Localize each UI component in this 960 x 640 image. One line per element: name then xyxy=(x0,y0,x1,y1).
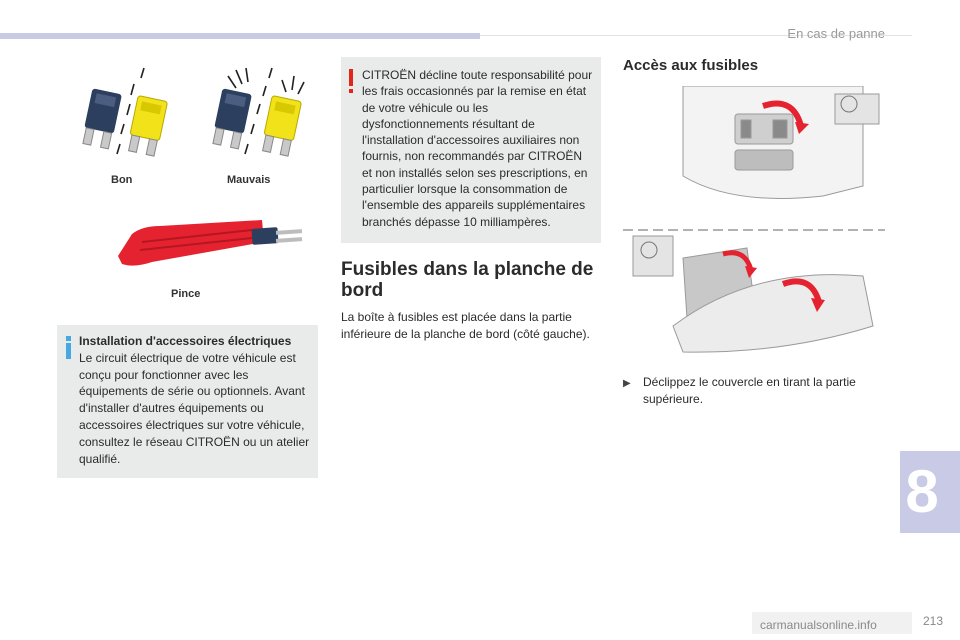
pincer-body xyxy=(118,220,264,266)
fuse-good-illustration xyxy=(78,62,178,162)
pincer-label: Pince xyxy=(171,288,201,300)
navy-fuse xyxy=(81,88,122,149)
warning-note-box xyxy=(341,57,601,243)
info-note-box xyxy=(57,325,318,478)
section-title: En cas de panne xyxy=(787,26,885,41)
pincer-fuse xyxy=(251,227,278,245)
page-number: 213 xyxy=(922,614,943,628)
fuse-good-label: Bon xyxy=(111,174,133,186)
dashboard-fuses-text: La boîte à fusibles est placée dans la partie inférieure de la planche de bord (côté gauche). xyxy=(341,310,590,341)
fuse-bad-illustration xyxy=(208,62,318,162)
fuse-access-heading: Accès aux fusibles xyxy=(623,57,759,74)
header-accent-bar xyxy=(0,33,480,39)
warning-note-text: CITROËN décline toute responsabilité pour les frais occasionnés par la remise en état de votre véhicule ou les dysfonctionnements résultant de l'installation d'accessoires auxiliaires non fournis, non recommandés par CITROËN et non installés selon ses prescriptions, en particulier lorsque la consommation de l'ensemble des appareils supplémentaires branchés dépasse 10 milliampères. xyxy=(362,68,593,229)
watermark-text: carmanualsonline.info xyxy=(760,618,877,632)
info-icon xyxy=(64,336,72,359)
navy-fuse-bad xyxy=(211,88,252,149)
step-bullet-icon: ▶ xyxy=(623,378,631,389)
warning-icon xyxy=(348,69,354,93)
fuse-access-step xyxy=(623,374,893,408)
dashboard-fuse-box-illustration xyxy=(623,86,885,362)
yellow-fuse xyxy=(127,96,168,157)
info-note-title: Installation d'accessoires électriques xyxy=(79,334,292,348)
yellow-fuse-bad xyxy=(261,96,302,157)
chapter-number: 8 xyxy=(905,458,939,525)
fuse-pincer-illustration xyxy=(112,212,312,274)
info-note-text: Le circuit électrique de votre véhicule est conçu pour fonctionner avec les équipements de série ou optionnels. Avant d'installer d'autres équipements ou accessoires électriques sur votre véhicule, consultez le réseau CITROËN ou un atelier qualifié. xyxy=(79,350,310,466)
fuse-access-step-text: Déclippez le couvercle en tirant la partie supérieure. xyxy=(643,375,856,406)
dashboard-fuses-heading: Fusibles dans la planche de bord xyxy=(341,259,594,301)
fuse-bad-label: Mauvais xyxy=(227,174,271,186)
